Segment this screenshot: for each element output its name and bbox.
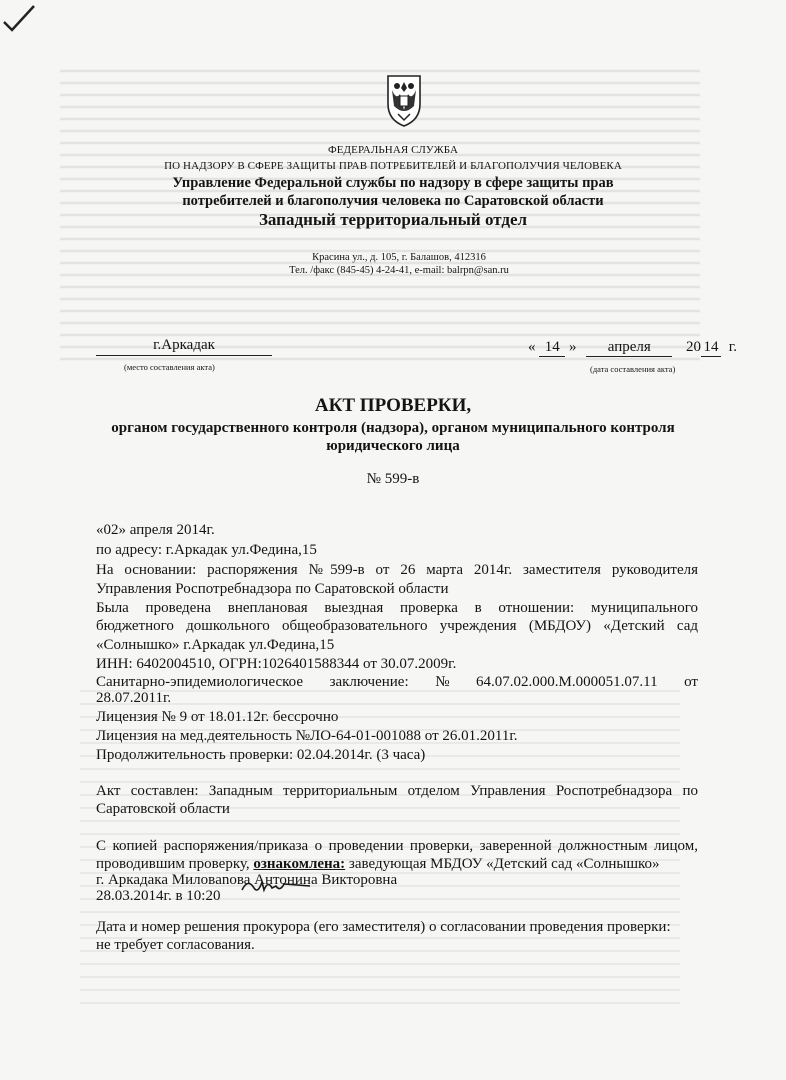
agency-name-line1: ФЕДЕРАЛЬНАЯ СЛУЖБА	[327, 144, 459, 156]
copy-line2-a: проводившим проверку,	[96, 856, 250, 872]
license-2: Лицензия на мед.деятельность №ЛО-64-01-001088 от 26.01.2011г.	[96, 728, 518, 744]
act-subtitle-line1: органом государственного контроля (надзора), органом муниципального контроля	[111, 420, 675, 436]
basis-line2: Управления Роспотребнадзора по Саратовской области	[96, 581, 449, 597]
sanitary-word: заключение:	[329, 674, 409, 690]
license-1: Лицензия № 9 от 18.01.12г. бессрочно	[96, 709, 339, 725]
inspection-date: «02» апреля 2014г.	[96, 522, 215, 538]
conducted-line3: «Солнышко» г.Аркадак ул.Федина,15	[96, 637, 335, 653]
compiled-line2: Саратовской области	[96, 801, 230, 817]
date-close-quote: »	[569, 339, 577, 355]
conducted-line2: бюджетного дошкольного общеобразовательного учреждения (МБДОУ) «Детский сад	[96, 618, 698, 634]
date-open-quote: «	[528, 339, 536, 355]
inspection-address: по адресу: г.Аркадак ул.Федина,15	[96, 542, 317, 558]
sanitary-from: от	[684, 674, 698, 690]
pen-mark-icon	[0, 0, 40, 40]
date-year-prefix: 20	[686, 339, 701, 355]
date-year-unit: г.	[728, 339, 737, 355]
sanitary-number: 64.07.02.000.М.000051.07.11	[476, 674, 658, 690]
copy-line2-c: заведующая МБДОУ «Детский сад «Солнышко»	[345, 856, 660, 872]
department-line1: Управление Федеральной службы по надзору в сфере защиты прав	[172, 175, 614, 191]
compiled-line1: Акт составлен: Западным территориальным отделом Управления Роспотребнадзора по	[96, 783, 698, 799]
acknowledged-label: ознакомлена:	[253, 856, 346, 872]
department-line2: потребителей и благополучия человека по Саратовской области	[182, 193, 604, 209]
copy-line1: С копией распоряжения/приказа о проведении проверки, заверенной должностным лицом,	[96, 838, 698, 854]
handwritten-signature	[240, 874, 312, 896]
agency-name-line2: ПО НАДЗОРУ В СФЕРЕ ЗАЩИТЫ ПРАВ ПОТРЕБИТЕЛЕЙ И БЛАГОПОЛУЧИЯ ЧЕЛОВЕКА	[164, 160, 622, 172]
place-caption: (место составления акта)	[124, 362, 215, 372]
copy-line4: 28.03.2014г. в 10:20	[96, 888, 221, 904]
act-number: № 599-в	[366, 471, 420, 487]
prosecutor-line1: Дата и номер решения прокурора (его заместителя) о согласовании проведения проверки:	[96, 919, 671, 935]
address-line: Красина ул., д. 105, г. Балашов, 412316	[312, 252, 486, 263]
date-day: 14	[539, 339, 565, 357]
division-name: Западный территориальный отдел	[258, 210, 528, 229]
place-of-act: г.Аркадак	[96, 337, 272, 356]
basis-line1: На основании: распоряжения №599-в от 26 марта 2014г. заместителя руководителя	[96, 562, 698, 578]
date-caption: (дата составления акта)	[590, 364, 676, 374]
conducted-line1: Была проведена внеплановая выездная проверка в отношении: муниципального	[96, 600, 698, 616]
act-date	[528, 339, 737, 357]
sanitary-num-sign: №	[435, 674, 450, 690]
sanitary-date: 28.07.2011г.	[96, 690, 172, 706]
prosecutor-line2: не требует согласования.	[96, 937, 255, 953]
copy-line3: г. Аркадака Миловanова Антонина Викторовна	[96, 872, 398, 888]
inn-ogrn: ИНН: 6402004510, ОГРН:1026401588344 от 30.07.2009г.	[96, 656, 457, 672]
act-subtitle-line2: юридического лица	[326, 438, 460, 454]
inspection-duration: Продолжительность проверки: 02.04.2014г. (3 часа)	[96, 747, 426, 763]
act-title: АКТ ПРОВЕРКИ,	[314, 395, 472, 416]
contacts-line: Тел. /факс (845-45) 4-24-41, e-mail: balrpn@san.ru	[289, 265, 509, 276]
date-month: апреля	[586, 339, 672, 357]
date-year-suffix: 14	[701, 339, 721, 357]
coat-of-arms-emblem-icon	[380, 70, 428, 128]
sanitary-label: Санитарно-эпидемиологическое	[96, 674, 304, 690]
